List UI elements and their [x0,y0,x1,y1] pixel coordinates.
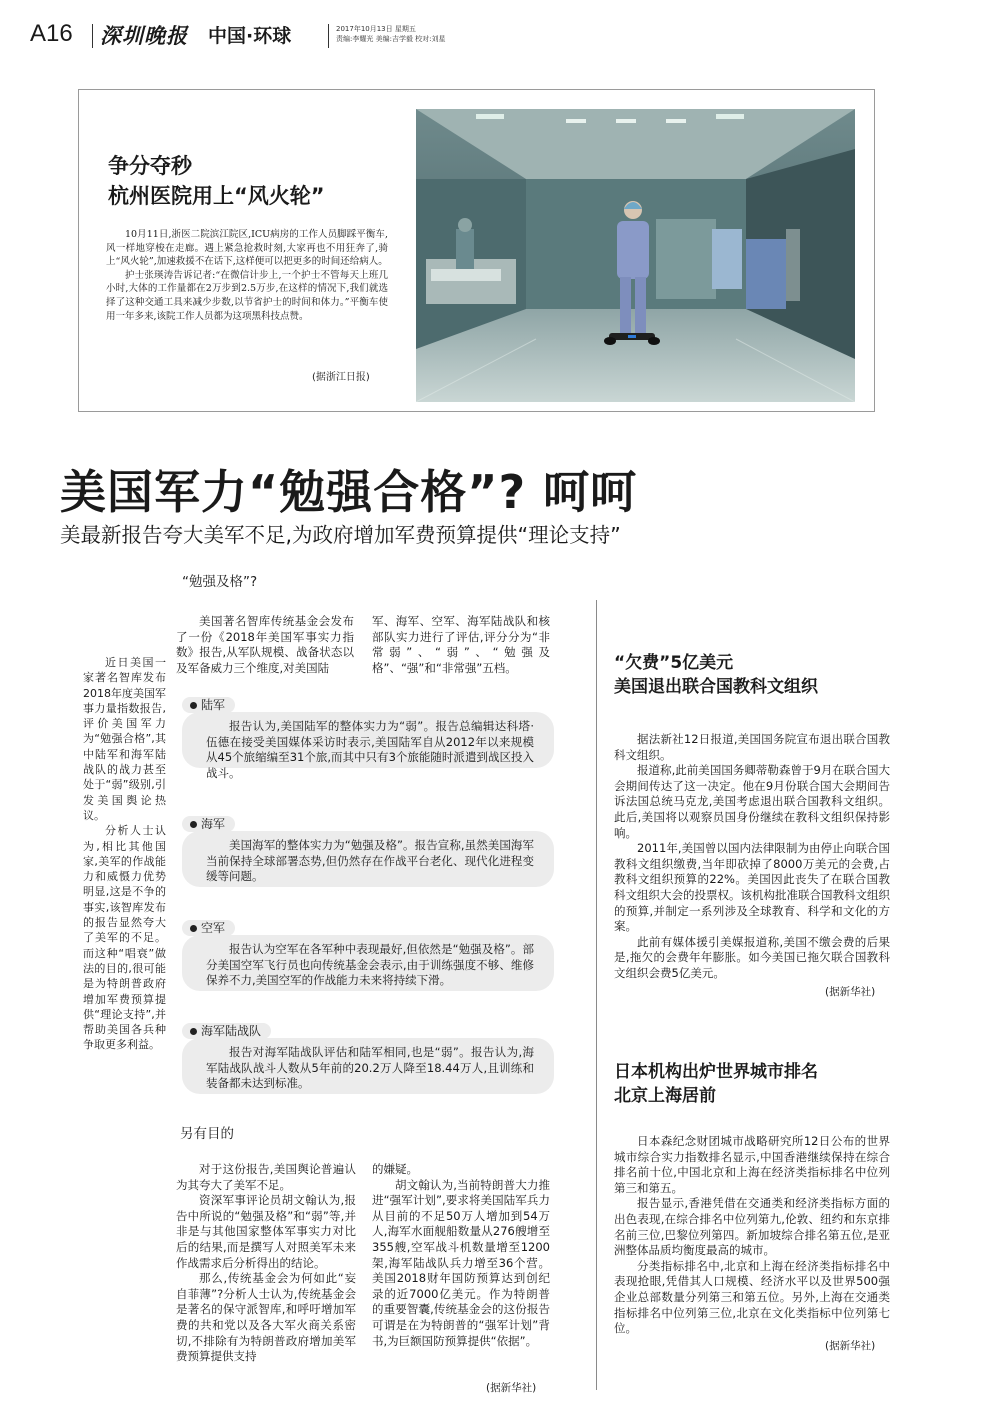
unesco-title [614,651,818,699]
section2-heading: 另有目的 [180,1126,234,1142]
branch-text-marines: 报告对海军陆战队评估和陆军相同,也是“弱”。报告认为,海军陆战队战斗人数从5年前的20.2万人降至18.44万人,且训练和装备都未达到标准。 [206,1045,534,1091]
section1-intro-b: 军、海军、空军、海军陆战队和核部队实力进行了评估,评分分为“非常弱”、“弱”、“勉强及格”、“强”和“非常强”五档。 [372,614,550,675]
section2-paragraph: 对于这份报告,美国舆论普遍认为其夸大了美军不足。 [176,1162,356,1192]
unesco-body [614,732,890,982]
city-ranking-title-line2: 北京上海居前 [614,1086,716,1106]
city-ranking-paragraph: 日本森纪念财团城市战略研究所12日公布的世界城市综合实力指数排名显示,中国香港继续保持在综合排名前十位,中国北京和上海在经济类指标排名中位列第三和第五。 [614,1134,890,1195]
branch-label-airforce: 空军 [182,920,235,936]
photo-story-title [108,151,325,211]
header-divider [328,24,329,48]
header-divider [92,24,93,48]
city-ranking-paragraph: 报告显示,香港凭借在交通类和经济类指标方面的出色表现,在综合排名中位列第九,伦敦、纽约和东京排名前三位,巴黎位列第四。新加坡综合排名第五位,是亚洲整体品质均衡度最高的城市。 [614,1196,890,1258]
bullet-icon [190,821,197,828]
photo-story-paragraph: 护士张瑛涛告诉记者:“在微信计步上,一个护士不管每天上班几小时,大体的工作量都在2万步到2.5万步,在这样的情况下,我们就选择了这种交通工具来减少步数,以节省护士的时间和体力。”平衡车使用一年多来,该院工作人员都为这项黑科技点赞。 [106,269,388,322]
branch-text-airforce: 报告认为空军在各军种中表现最好,但依然是“勉强及格”。部分美国空军飞行员也向传统基金会表示,由于训练强度不够、维修保养不力,美国空军的作战能力未来将持续下滑。 [206,942,534,988]
section2-paragraph: 那么,传统基金会为何如此“妄自菲薄”?分析人士认为,传统基金会是著名的保守派智库,和呼吁增加军费的共和党以及各大军火商关系密切,不排除有为特朗普政府增加美军费预算提供支持 [176,1271,356,1364]
main-subheadline: 美最新报告夸大美军不足,为政府增加军费预算提供“理论支持” [60,523,621,547]
main-story-source: (据新华社) [486,1382,537,1394]
editor-line: 责编:李耀光 美编:吉学毅 校对:刘星 [336,35,446,43]
photo-story-paragraph: 10月11日,浙医二院滨江院区,ICU病房的工作人员脚踩平衡车,风一样地穿梭在走廊。遇上紧急抢救时刻,大家再也不用狂奔了,骑上“风火轮”,加速救援不在话下,这样便可以把更多的时间还给病人。 [106,229,388,268]
photo-story-body [106,228,388,323]
city-ranking-title [614,1060,818,1108]
lead-column [83,655,166,1053]
section-title: 中国·环球 [208,25,292,47]
bullet-icon [190,925,197,932]
bullet-icon [190,702,197,709]
city-ranking-source: (据新华社) [825,1340,876,1352]
unesco-paragraph: 此前有媒体援引美媒报道称,美国不缴会费的后果是,拖欠的会费年年膨胀。如今美国已拖欠联合国教科文组织会费5亿美元。 [614,934,890,980]
paper-logo: 深圳晚报 [100,23,188,48]
branch-label-navy: 海军 [182,816,235,832]
photo-story-title-line1: 争分夺秒 [108,154,192,178]
section2-paragraph: 胡文翰认为,当前特朗普大力推进“强军计划”,要求将美国陆军兵力从目前的不足50万人增加到54万人,海军水面舰船数量从276艘增至355艘,空军战斗机数量增至1200架,海军陆战队兵力增至36个营。美国2018财年国防预算达到创纪录的近7000亿美元。作为特朗普的重要智囊,传统基金会的这份报告可谓是在为特朗普的“强军计划”背书,为巨额国防预算提供“依据”。 [372,1177,550,1348]
column-divider [596,600,597,1390]
unesco-source: (据新华社) [825,986,876,998]
photo-story-title-line2: 杭州医院用上“风火轮” [108,184,325,208]
unesco-paragraph: 报道称,此前美国国务卿蒂勒森曾于9月在联合国大会期间传达了这一决定。他在9月份联合国大会期间告诉法国总统马克龙,美国考虑退出联合国教科文组织。此后,美国将以观察员国身份继续在教科文组织保持影响。 [614,763,890,840]
hospital-corridor-photo [416,109,855,402]
section2-paragraph: 资深军事评论员胡文翰认为,报告中所说的“勉强及格”和“弱”等,并非是与其他国家整体军事实力对比后的结果,而是撰写人对照美军未来作战需求后分析得出的结论。 [176,1193,356,1270]
lead-paragraph: 分析人士认为,相比其他国家,美军的作战能力和威慑力优势明显,这是不争的事实,该智库发布的报告显然夸大了美军的不足。而这种“唱衰”做法的目的,很可能是为特朗普政府增加军费预算提供“理论支持”,并帮助美国各兵种争取更多利益。 [83,824,166,1052]
hospital-corridor-illustration [416,109,855,402]
unesco-paragraph: 2011年,美国曾以国内法律限制为由停止向联合国教科文组织缴费,当年即砍掉了8000万美元的会费,占教科文组织预算的22%。美国因此丧失了在联合国教科文组织大会的投票权。该机构批准联合国教科文组织的预算,并制定一系列涉及全球教育、科学和文化的方案。 [614,841,890,934]
main-headline: 美国军力“勉强合格”? 呵呵 [60,465,638,519]
page-number: A16 [30,20,73,47]
unesco-title-line2: 美国退出联合国教科文组织 [614,677,818,697]
city-ranking-title-line1: 日本机构出炉世界城市排名 [614,1062,818,1082]
section1-intro-a: 美国著名智库传统基金会发布了一份《2018年美国军事实力指数》报告,从军队规模、战备状态以及军备威力三个维度,对美国陆 [176,614,354,675]
branch-text-navy: 美国海军的整体实力为“勉强及格”。报告宣称,虽然美国海军当前保持全球部署态势,但仍然存在作战平台老化、现代化进程变缓等问题。 [206,838,534,884]
unesco-paragraph: 据法新社12日报道,美国国务院宣布退出联合国教科文组织。 [614,732,890,762]
branch-label-army: 陆军 [182,697,235,713]
city-ranking-paragraph: 分类指标排名中,北京和上海在经济类指标排名中表现抢眼,凭借其人口规模、经济水平以及世界500强企业总部数量分列第三和第五位。另外,上海在交通类指标排名中位列第三位,北京在文化类指标中位列第七位。 [614,1258,890,1336]
section2-paragraph: 的嫌疑。 [372,1162,418,1176]
section1-heading: “勉强及格”? [182,574,258,590]
city-ranking-body [614,1134,890,1337]
branch-label-marines: 海军陆战队 [182,1023,271,1039]
branch-text-army: 报告认为,美国陆军的整体实力为“弱”。报告总编辑达科塔·伍德在接受美国媒体采访时表示,美国陆军自从2012年以来规模从45个旅缩编至31个旅,而其中只有3个旅能随时派遣到战区投入战斗。 [206,719,534,780]
unesco-title-line1: “欠费”5亿美元 [614,653,734,673]
date-line: 2017年10月13日 星期五 [336,25,416,33]
section2-column2 [372,1162,550,1349]
section2-column1 [176,1162,356,1365]
lead-paragraph: 近日美国一家著名智库发布2018年度美国军事力量指数报告,评价美国军力为“勉强合格”,其中陆军和海军陆战队的战力甚至处于“弱”级别,引发美国舆论热议。 [83,656,166,822]
bullet-icon [190,1028,197,1035]
photo-story-source: (据浙江日报) [312,372,370,383]
header-meta [336,24,446,44]
